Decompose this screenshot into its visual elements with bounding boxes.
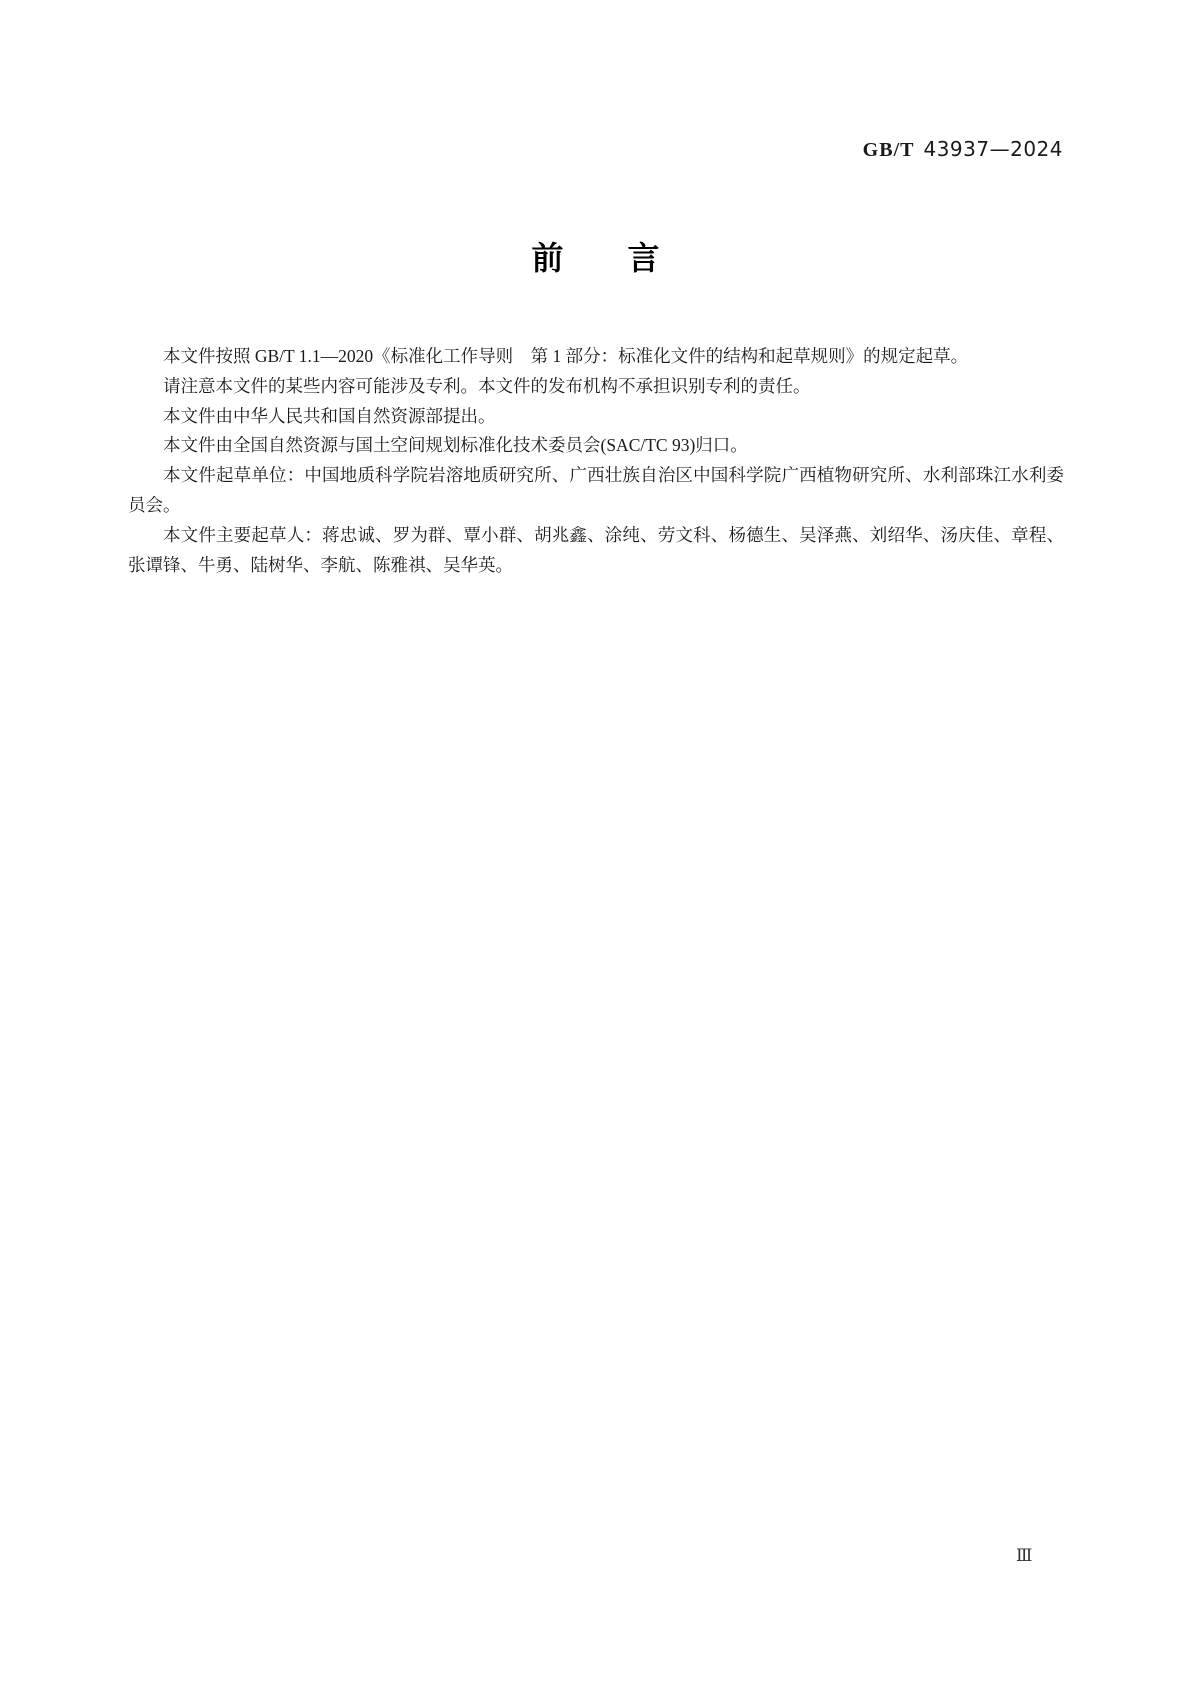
paragraph-centralized-by: 本文件由全国自然资源与国土空间规划标准化技术委员会(SAC/TC 93)归口。 (163, 435, 748, 456)
standard-code-prefix: GB/T (862, 139, 915, 161)
foreword-title: 前 言 (531, 239, 660, 277)
foreword-body (128, 342, 1064, 580)
paragraph-main-drafters: 本文件主要起草人：蒋忠诚、罗为群、覃小群、胡兆鑫、涂纯、劳文科、杨德生、吴泽燕、刘绍华、汤庆佳、章程、张谭锋、牛勇、陆树华、李航、陈雅祺、吴华英。 (128, 524, 1064, 575)
paragraph-patent-notice: 请注意本文件的某些内容可能涉及专利。本文件的发布机构不承担识别专利的责任。 (163, 375, 811, 396)
page-number: Ⅲ (1016, 1546, 1033, 1565)
paragraph-proposed-by: 本文件由中华人民共和国自然资源部提出。 (163, 405, 496, 426)
paragraph-drafting-organizations: 本文件起草单位：中国地质科学院岩溶地质研究所、广西壮族自治区中国科学院广西植物研究所、水利部珠江水利委员会。 (128, 465, 1064, 515)
standard-code-header (863, 136, 1063, 163)
paragraph-drafting-rules: 本文件按照 GB/T 1.1—2020《标准化工作导则 第 1 部分：标准化文件的结构和起草规则》的规定起草。 (163, 346, 969, 366)
standard-code-number: 43937—2024 (923, 137, 1063, 161)
